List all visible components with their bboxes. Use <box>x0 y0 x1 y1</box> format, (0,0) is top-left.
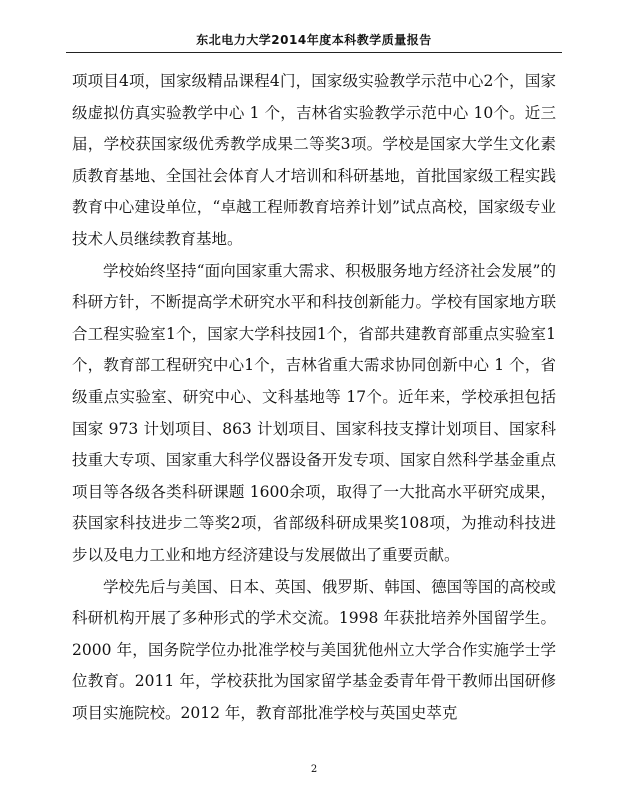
page-number: 2 <box>310 764 318 775</box>
paragraph-continued: 项项目4项，国家级精品课程4门，国家级实验教学示范中心2个，国家级虚拟仿真实验教学中心 1 个，吉林省实验教学示范中心 10个。近三届，学校获国家级优秀教学成果二等奖3项。学校是国家大学生文化素质教育基地、全国社会体育人才培训和科研基地，首批国家级工程实践教育中心建设单位，“卓越工程师教育培养计划”试点高校，国家级专业技术人员继续教育基地。 <box>72 72 556 248</box>
page-header <box>66 30 562 53</box>
paragraph-international: 学校先后与美国、日本、英国、俄罗斯、韩国、德国等国的高校或科研机构开展了多种形式的学术交流。1998 年获批培养外国留学生。2000 年，国务院学位办批准学校与美国犹他州立大学合作实施学士学位教育。2011 年，学校获批为国家留学基金委青年骨干教师出国研修项目实施院校。2012 年，教育部批准学校与英国史萃克 <box>72 577 556 722</box>
body-text <box>72 66 556 729</box>
report-title: 东北电力大学2014年度本科教学质量报告 <box>196 33 432 47</box>
paragraph-research: 学校始终坚持“面向国家重大需求、积极服务地方经济社会发展”的科研方针，不断提高学术研究水平和科技创新能力。学校有国家地方联合工程实验室1个，国家大学科技园1个，省部共建教育部重点实验室1个，教育部工程研究中心1个，吉林省重大需求协同创新中心 1 个，省级重点实验室、研究中心、文科基地等 17个。近年来，学校承担包括国家 973 计划项目、863 计划项目、国家科技支撑计划项目、国家科技重大专项、国家重大科学仪器设备开发专项、国家自然科学基金重点项目等各级各类科研课题 1600余项，取得了一大批高水平研究成果，获国家科技进步二等奖2项，省部级科研成果奖108项，为推动科技进步以及电力工业和地方经济建设与发展做出了重要贡献。 <box>72 261 556 564</box>
